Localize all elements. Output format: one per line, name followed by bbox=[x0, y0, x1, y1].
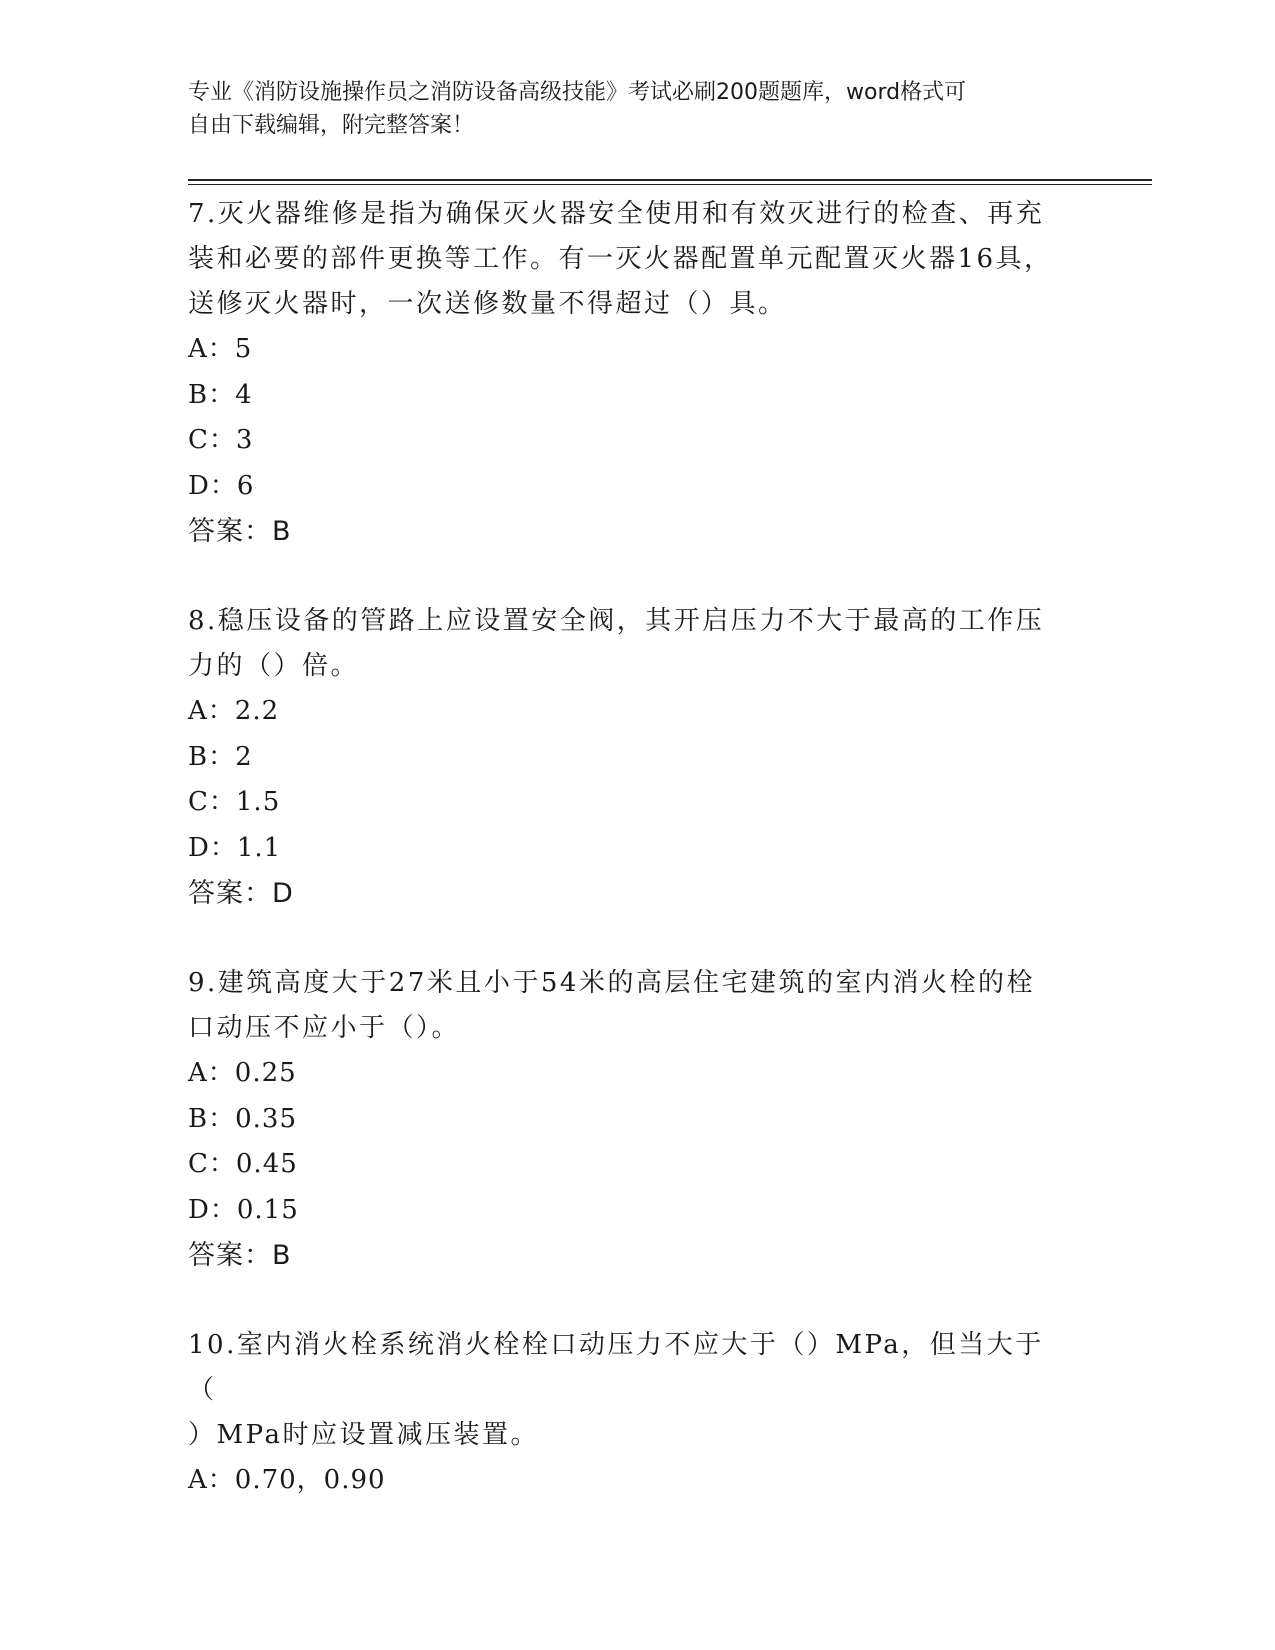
option-d: D：0.15 bbox=[188, 1194, 299, 1225]
option-d: D：6 bbox=[188, 470, 255, 501]
header-line-1: 专业《消防设施操作员之消防设备高级技能》考试必刷200题题库，word格式可 bbox=[188, 80, 967, 105]
header-line-2: 自由下载编辑，附完整答案！ bbox=[188, 113, 475, 138]
option-d: D：1.1 bbox=[188, 832, 282, 863]
question-text: 8.稳压设备的管路上应设置安全阀，其开启压力不大于最高的工作压 bbox=[188, 606, 1045, 636]
question-9 bbox=[188, 961, 1068, 1278]
answer: 答案：B bbox=[188, 1240, 292, 1271]
option-b: B：0.35 bbox=[188, 1103, 297, 1134]
question-text: 9.建筑高度大于27米且小于54米的高层住宅建筑的室内消火栓的栓 bbox=[188, 968, 1035, 998]
option-c: C：1.5 bbox=[188, 787, 281, 817]
option-a: A：5 bbox=[188, 334, 253, 364]
header-rule-thin bbox=[188, 184, 1152, 185]
question-text: 10.室内消火栓系统消火栓栓口动压力不应大于（）MPa，但当大于（ bbox=[188, 1330, 1044, 1405]
option-b: B：4 bbox=[188, 379, 253, 410]
option-a: A：0.70，0.90 bbox=[188, 1465, 386, 1495]
question-text: 力的（）倍。 bbox=[188, 651, 360, 681]
question-text: 送修灭火器时，一次送修数量不得超过（）具。 bbox=[188, 289, 787, 319]
question-text: ）MPa时应设置减压装置。 bbox=[188, 1420, 539, 1450]
question-7 bbox=[188, 192, 1068, 554]
question-list bbox=[188, 192, 1068, 1504]
question-text: 7.灭火器维修是指为确保灭火器安全使用和有效灭进行的检查、再充 bbox=[188, 199, 1045, 229]
question-8 bbox=[188, 599, 1068, 916]
option-b: B：2 bbox=[188, 741, 253, 772]
option-a: A：0.25 bbox=[188, 1058, 297, 1088]
question-text: 口动压不应小于（）。 bbox=[188, 1013, 461, 1043]
question-10 bbox=[188, 1323, 1068, 1504]
answer: 答案：D bbox=[188, 878, 294, 909]
header-rule-thick bbox=[188, 179, 1152, 181]
option-a: A：2.2 bbox=[188, 696, 280, 726]
option-c: C：0.45 bbox=[188, 1149, 298, 1179]
answer: 答案：B bbox=[188, 516, 292, 547]
option-c: C：3 bbox=[188, 425, 254, 455]
document-header bbox=[188, 76, 1068, 142]
question-text: 装和必要的部件更换等工作。有一灭火器配置单元配置灭火器16具， bbox=[188, 244, 1053, 274]
